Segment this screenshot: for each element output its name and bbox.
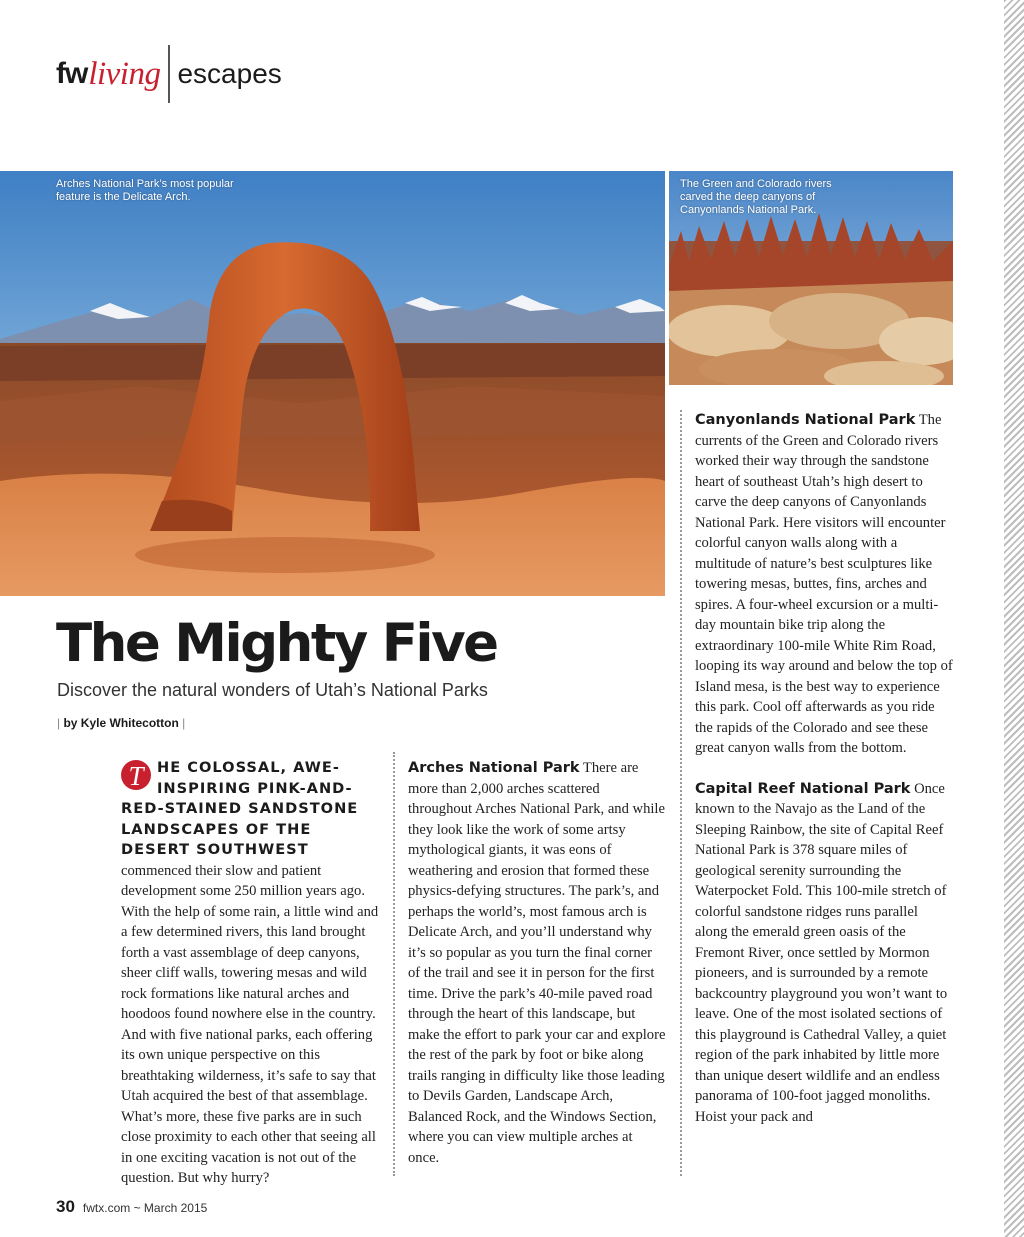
article-column-1 bbox=[121, 758, 379, 1189]
page-number: 30 bbox=[56, 1197, 75, 1216]
byline bbox=[57, 716, 185, 730]
byline-bar-left: | bbox=[57, 716, 61, 730]
article-column-2 bbox=[408, 758, 666, 1168]
arches-heading: Arches National Park bbox=[408, 760, 580, 776]
canyonlands-heading: Canyonlands National Park bbox=[695, 412, 916, 428]
paragraph-gap bbox=[695, 759, 953, 779]
column-divider-1 bbox=[393, 752, 395, 1176]
main-photo-caption: Arches National Park’s most popular feature is the Delicate Arch. bbox=[56, 178, 234, 203]
section-name: escapes bbox=[177, 58, 282, 89]
capitol-section bbox=[695, 779, 953, 1128]
capitol-text: Once known to the Navajo as the Land of the Sleeping Rainbow, the site of Capital Reef National Park is 378 square miles of geological serenity surrounding the Waterpocket Fold. This 100-mile stretch of colorful sandstone ridges runs parallel along the emerald green oasis of the Fremont River, once settled by Mormon pioneers, and is surrounded by a remote backcountry playground you won’t want to leave. One of the most isolated sections of this playground is Cathedral Valley, a quiet region of the park inhabited by little more than unique desert wildlife and an endless panorama of 100-foot jagged monoliths. Hoist your pack and bbox=[695, 780, 948, 1125]
byline-bar-right: | bbox=[182, 716, 186, 730]
intro-text: commenced their slow and patient development some 250 million years ago. With the help of some rain, a little wind and a few determined rivers, this land brought forth a vast assemblage of deep canyons, sheer cliff walls, towering mesas and wild rock formations like natural arches and hoodoos found nowhere else in the country. And with five national parks, each offering its own unique perspective on this breathtaking wilderness, it’s safe to say that Utah acquired the best of that assemblage. What’s more, these five parks are in such close proximity to each other that seeing all in one exciting vacation is not out of the question. But why hurry? bbox=[121, 862, 379, 1186]
page-footer bbox=[56, 1197, 207, 1217]
article-title: The Mighty Five bbox=[56, 613, 497, 674]
canyonlands-section bbox=[695, 410, 953, 759]
delicate-arch-photo bbox=[0, 171, 665, 596]
column-divider-2 bbox=[680, 410, 682, 1176]
brand-living: living bbox=[88, 55, 161, 92]
article-subtitle: Discover the natural wonders of Utah’s National Parks bbox=[57, 680, 488, 700]
section-header bbox=[56, 44, 282, 104]
brand-fw: fw bbox=[56, 57, 88, 90]
article-column-3 bbox=[695, 410, 953, 1127]
lead-caps: HE COLOSSAL, AWE-INSPIRING PINK-AND-RED-STAINED SANDSTONE LANDSCAPES OF THE DESERT SOUTHWEST bbox=[121, 759, 359, 858]
publication-info: fwtx.com ~ March 2015 bbox=[82, 1201, 208, 1215]
intro-paragraph bbox=[121, 758, 379, 1189]
capitol-heading: Capital Reef National Park bbox=[695, 780, 911, 797]
dropcap: T bbox=[121, 760, 151, 790]
arches-section bbox=[408, 758, 666, 1168]
arches-text: There are more than 2,000 arches scattered throughout Arches National Park, and while they look like the work of some artsy mythological giants, it was eons of weathering and erosion that formed these physics-defying structures. The park’s, and perhaps the world’s, most famous arch is Delicate Arch, and you’ll understand why it’s so popular as you turn the final corner of the trail and see it in person for the first time. Drive the park’s 40-mile paved road through the heart of this landscape, but make the effort to park your car and explore the rest of the park by foot or bike along trails ranging in difficulty like those leading to Devils Garden, Landscape Arch, Balanced Rock, and the Windows Section, where you can view multiple arches at once. bbox=[408, 760, 666, 1166]
delicate-arch-illustration bbox=[0, 171, 665, 596]
canyonlands-text: The currents of the Green and Colorado rivers worked their way through the sandstone heart of southeast Utah’s high desert to carve the deep canyons of Canyonlands National Park. Here visitors will encounter colorful canyon walls along with a multitude of nature’s best sculptures like towering mesas, buttes, fins, arches and spires. A four-wheel excursion or a multi-day mountain bike trip along the extraordinary 100-mile White Rim Road, looping its way around and below the top of Island mesa, is the best way to experience this park. Cool off afterwards as you ride the rapids of the Colorado and see these great canyon walls from the bottom. bbox=[695, 412, 953, 756]
page-edge-pattern bbox=[1004, 0, 1024, 1237]
side-photo-caption: The Green and Colorado rivers carved the deep canyons of Canyonlands National Park. bbox=[680, 178, 832, 216]
byline-author: by Kyle Whitecotton bbox=[63, 716, 179, 730]
header-divider bbox=[168, 45, 170, 103]
